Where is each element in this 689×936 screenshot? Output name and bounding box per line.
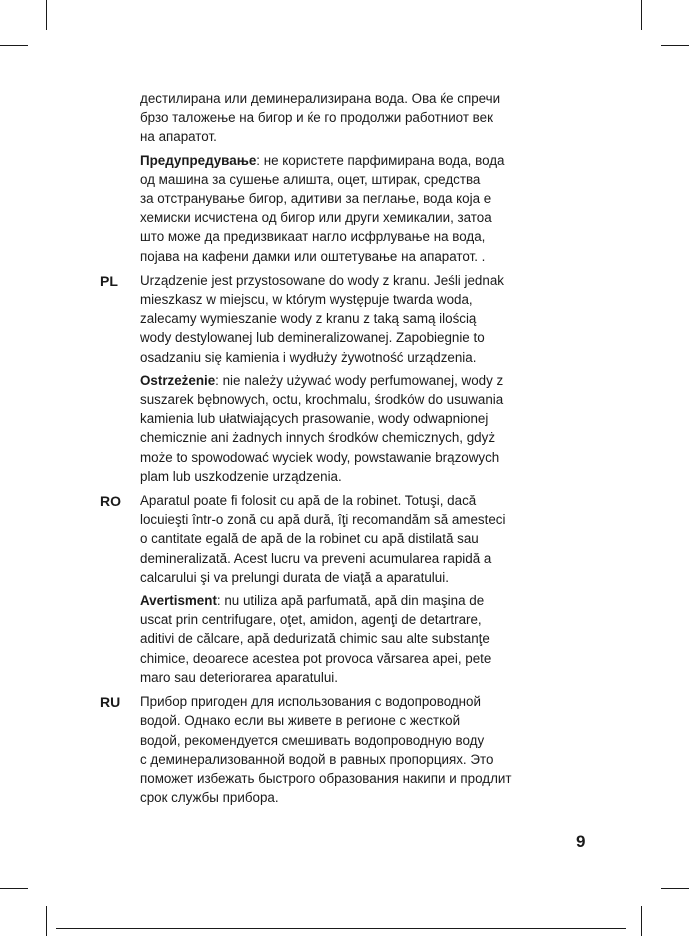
mk-continuation-paragraph: дестилирана или деминерализирана вода. Ова ќе спречи брзо таложење на бигор и ќе го продолжи работниот век на апаратот.: [140, 91, 501, 145]
ro-warning-paragraph: [140, 591, 600, 687]
bottom-rule: [56, 928, 626, 929]
pl-warning-text: : nie należy używać wody perfumowanej, wody z suszarek bębnowych, octu, krochmalu, środków do usuwania kamienia lub ułatwiających prasowanie, wody odwapnionej chemicznie ani żadnych innych środków chemicznych, gdyż może to spowodować wyciek wody, powstawanie brązowych plam lub uszkodzenie urządzenia.: [140, 372, 504, 484]
mk-warning-text: : не користете парфимирана вода, вода од машина за сушење алишта, оцет, штирак, средства за отстранување бигор, адитиви за пеглање, вода која е хемиски исчистена од бигор или други хемикалии, затоа што може да предизвикаат нагло исфрлување на вода, појава на кафени дамки или оштетување на апаратот. .: [140, 152, 505, 264]
ro-paragraph: Aparatul poate fi folosit cu apă de la robinet. Totuşi, dacă locuieşti într-o zonă cu apă dură, îţi recomandăm să amesteci o cantitate egală de apă de la robinet cu apă distilată sau demineralizată. Acest lucru va preveni acumularea rapidă a calcarului şi va prelungi durata de viaţă a aparatului.: [140, 493, 506, 585]
mk-warning-label: Предупредување: [140, 152, 257, 168]
pl-warning-label: Ostrzeżenie: [140, 372, 216, 388]
language-code-ro: RO: [100, 493, 121, 510]
crop-mark-top-right-horizontal: [661, 45, 689, 46]
crop-mark-top-left-horizontal: [0, 45, 28, 46]
language-code-pl: PL: [100, 272, 118, 289]
crop-mark-top-left-vertical: [46, 0, 47, 30]
crop-mark-bottom-right-horizontal: [661, 888, 689, 889]
pl-warning-paragraph: [140, 371, 600, 486]
ro-warning-text: : nu utiliza apă parfumată, apă din maşina de uscat prin centrifugare, oţet, amidon, agenţi de detartrare, aditivi de călcare, apă dedurizată chimic sau alte substanţe chimice, deoarece acestea pot provoca vărsarea apei, pete maro sau deteriorarea aparatului.: [140, 593, 492, 685]
crop-mark-bottom-left-horizontal: [0, 888, 28, 889]
section-pl: [100, 271, 600, 486]
section-ro: [100, 491, 600, 687]
ro-warning-label: Avertisment: [140, 593, 217, 609]
ru-paragraph: Прибор пригоден для использования с водопроводной водой. Однако если вы живете в регионе с жесткой водой, рекомендуется смешивать водопроводную воду с деминерализованной водой в равных пропорциях. Это поможет избежать быстрого образования накипи и продлит срок службы прибора.: [140, 694, 512, 806]
mk-warning-paragraph: [140, 151, 600, 266]
section-ru: [100, 692, 600, 807]
language-code-ru: RU: [100, 694, 121, 711]
crop-mark-top-right-vertical: [641, 0, 642, 30]
manual-content: [100, 89, 600, 811]
section-mk: [100, 89, 600, 266]
crop-mark-bottom-right-vertical: [641, 906, 642, 936]
pl-paragraph: Urządzenie jest przystosowane do wody z kranu. Jeśli jednak mieszkasz w miejscu, w którym występuje twarda woda, zalecamy wymieszanie wody z kranu z taką samą ilością wody destylowanej lub demineralizowanej. Zapobiegnie to osadzaniu się kamienia i wydłuży żywotność urządzenia.: [140, 272, 504, 365]
page-number: 9: [576, 832, 586, 851]
crop-mark-bottom-left-vertical: [46, 906, 47, 936]
